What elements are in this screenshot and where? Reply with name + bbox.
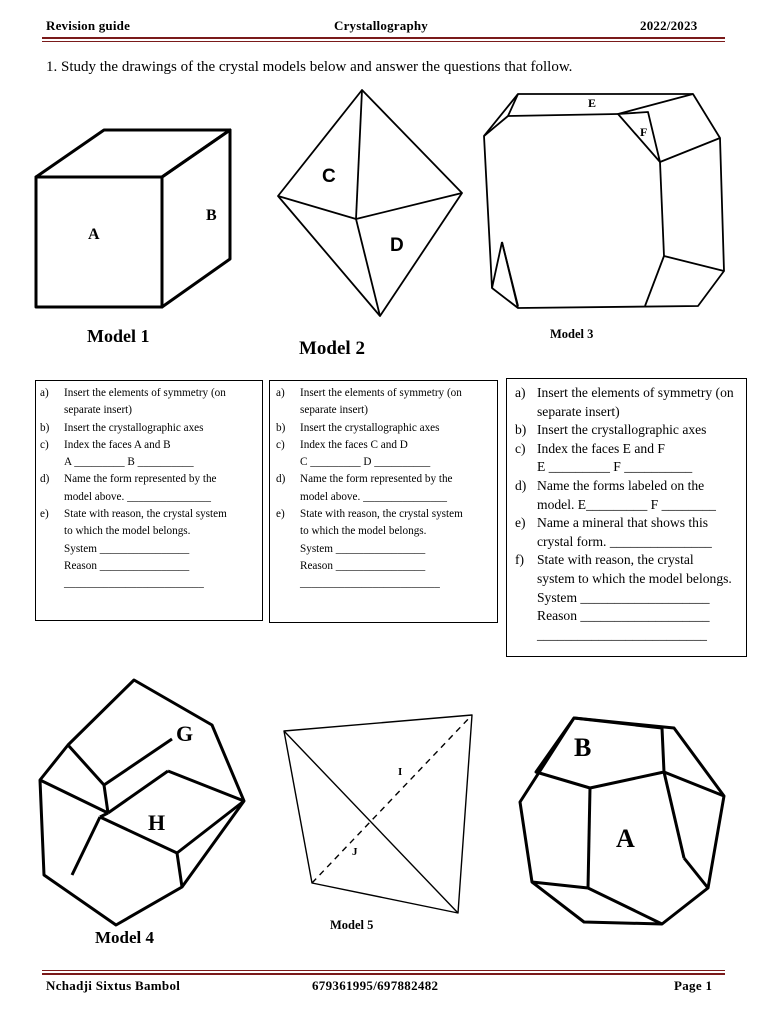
header-rule-top — [42, 37, 725, 39]
model-2-label: Model 2 — [299, 338, 365, 359]
item-e: e) State with reason, the crystal system to which the model belongs. System ________________ Reason ________________ _________________________ — [276, 508, 463, 590]
face-f-label: F — [640, 125, 648, 139]
item-e: e) Name a mineral that shows this crystal form. _______________ — [515, 515, 712, 549]
header-year: 2022/2023 — [640, 18, 698, 33]
item-a: a) Insert the elements of symmetry (on separate insert) — [40, 387, 226, 417]
item-a: a) Insert the elements of symmetry (on separate insert) — [515, 385, 734, 419]
item-d: d) Name the form represented by the model above. _______________ — [40, 473, 217, 503]
header-subject: Crystallography — [334, 18, 428, 33]
face-i-label: I — [398, 766, 403, 778]
cube-face-b — [162, 130, 230, 307]
item-b: b) Insert the crystallographic axes — [40, 421, 204, 434]
model-5-figure — [276, 705, 496, 917]
model-2-figure — [270, 84, 475, 324]
model-6-figure — [512, 710, 734, 940]
item-d: d) Name the forms labeled on the model. E_________ F ________ — [515, 477, 716, 512]
question-box-model-2 — [269, 380, 498, 623]
item-c: c) Index the faces C and D C _________ D __________ — [276, 438, 431, 469]
face-a-label: A — [616, 824, 635, 853]
item-d: d) Name the form represented by the model above. _______________ — [276, 473, 453, 503]
face-g-label: G — [176, 721, 194, 746]
question-box-model-3 — [506, 378, 747, 657]
footer-rule-top — [42, 970, 725, 971]
model-3-label: Model 3 — [550, 327, 594, 341]
footer-rule-bottom — [42, 973, 725, 975]
model-4-label: Model 4 — [95, 928, 155, 947]
face-h-label: H — [148, 810, 166, 835]
item-b: b) Insert the crystallographic axes — [276, 421, 440, 434]
footer-author: Nchadji Sixtus Bambol — [46, 978, 181, 993]
item-a: a) Insert the elements of symmetry (on separate insert) — [276, 387, 462, 417]
question-1: 1. Study the drawings of the crystal models below and answer the questions that follow. — [46, 59, 573, 75]
footer-phone: 679361995/697882482 — [312, 978, 439, 993]
model-1-label: Model 1 — [87, 326, 150, 346]
model-4-figure — [32, 675, 254, 930]
face-a-label: A — [88, 226, 100, 243]
cube-face-top — [36, 130, 230, 177]
question-box-model-1 — [35, 380, 263, 621]
face-b-label: B — [574, 733, 592, 762]
item-f: f) State with reason, the crystal system to which the model belongs. System ___________________ Reason ___________________ _________________________ — [515, 552, 732, 642]
header-rule-bottom — [42, 41, 725, 42]
model-1-figure — [30, 125, 245, 315]
item-b: b) Insert the crystallographic axes — [515, 422, 707, 438]
face-j-label: J — [352, 846, 358, 858]
item-c: c) Index the faces A and B A _________ B __________ — [40, 438, 194, 469]
face-c-label: C — [322, 166, 336, 187]
header-title: Revision guide — [46, 18, 131, 33]
model-3-figure — [478, 88, 728, 328]
face-b-label: B — [206, 207, 217, 224]
footer-page-number: Page 1 — [674, 978, 713, 993]
item-c: c) Index the faces E and F E _________ F __________ — [515, 440, 693, 475]
item-e: e) State with reason, the crystal system to which the model belongs. System ________________ Reason ________________ _________________________ — [40, 508, 227, 590]
model-5-label: Model 5 — [330, 918, 374, 932]
face-d-label: D — [390, 235, 404, 256]
face-e-label: E — [588, 96, 597, 110]
